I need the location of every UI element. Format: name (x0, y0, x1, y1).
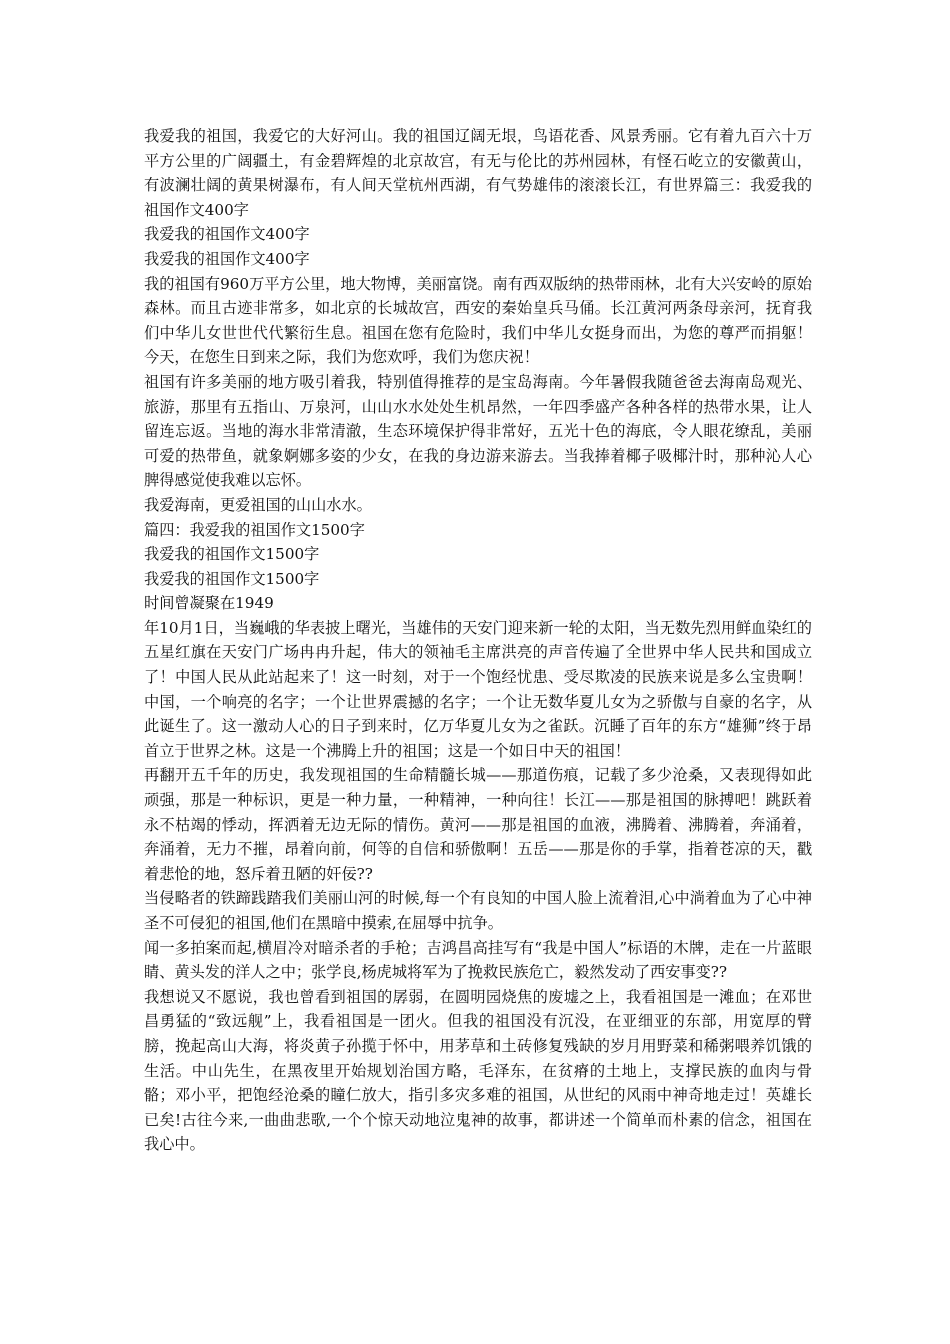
document-body (144, 124, 812, 1157)
paragraph: 我爱我的祖国作文400字 (144, 249, 310, 268)
section-heading: 篇四：我爱我的祖国作文1500字 (144, 520, 365, 539)
paragraph: 再翻开五千年的历史，我发现祖国的生命精髓长城——那道伤痕，记载了多少沧桑，又表现得如此顽强，那是一种标识，更是一种力量，一种精神，一种向往！长江——那是祖国的脉搏吧！跳跃着永不枯竭的悸动，挥洒着无边无际的情伤。黄河——那是祖国的血液，沸腾着、沸腾着，奔涌着，奔涌着，无力不摧，昂着向前，何等的自信和骄傲啊！五岳——那是你的手掌，指着苍凉的天，戳着悲怆的地，怒斥着丑陋的奸佞?? (144, 766, 812, 883)
paragraph: 我的祖国有960万平方公里，地大物博，美丽富饶。南有西双版纳的热带雨林，北有大兴安岭的原始森林。而且古迹非常多，如北京的长城故宫，西安的秦始皇兵马俑。长江黄河两条母亲河，抚育我们中华儿女世世代代繁衍生息。祖国在您有危险时，我们中华儿女挺身而出，为您的尊严而捐躯！今天，在您生日到来之际，我们为您欢呼，我们为您庆祝！ (144, 274, 812, 367)
paragraph: 闻一多拍案而起,横眉冷对暗杀者的手枪；吉鸿昌高挂写有“我是中国人”标语的木牌，走在一片蓝眼睛、黄头发的洋人之中；张学良,杨虎城将军为了挽救民族危亡，毅然发动了西安事变?? (144, 938, 812, 982)
paragraph: 当侵略者的铁蹄践踏我们美丽山河的时候,每一个有良知的中国人脸上流着泪,心中淌着血为了心中神圣不可侵犯的祖国,他们在黑暗中摸索,在屈辱中抗争。 (144, 889, 812, 932)
paragraph: 年10月1日，当巍峨的华表披上曙光，当雄伟的天安门迎来新一轮的太阳，当无数先烈用鲜血染红的五星红旗在天安门广场冉冉升起，伟大的领袖毛主席洪亮的声音传遍了全世界中华人民共和国成立了！中国人民从此站起来了！这一时刻，对于一个饱经忧患、受尽欺凌的民族来说是多么宝贵啊！中国，一个响亮的名字；一个让世界震撼的名字；一个让无数华夏儿女为之骄傲与自豪的名字，从此诞生了。这一激动人心的日子到来时，亿万华夏儿女为之雀跃。沉睡了百年的东方“雄狮”终于昂首立于世界之林。这是一个沸腾上升的祖国；这是一个如日中天的祖国！ (144, 618, 812, 760)
paragraph: 我爱我的祖国，我爱它的大好河山。我的祖国辽阔无垠，鸟语花香、风景秀丽。它有着九百六十万平方公里的广阔疆土，有金碧辉煌的北京故宫，有无与伦比的苏州园林，有怪石屹立的安徽黄山，有波澜壮阔的黄果树瀑布，有人间天堂杭州西湖，有气势雄伟的滚滚长江，有世界篇三：我爱我的祖国作文400字 (144, 127, 812, 219)
paragraph: 我想说又不愿说，我也曾看到祖国的孱弱，在圆明园烧焦的废墟之上，我看祖国是一滩血；在邓世昌勇猛的“致远舰”上，我看祖国是一团火。但我的祖国没有沉没，在亚细亚的东部，用宽厚的臂膀，挽起高山大海，将炎黄子孙揽于怀中，用茅草和土砖修复残缺的岁月用野菜和稀粥喂养饥饿的生活。中山先生，在黑夜里开始规划治国方略，毛泽东，在贫瘠的土地上，支撑民族的血肉与骨骼；邓小平，把饱经沧桑的瞳仁放大，指引多灾多难的祖国，从世纪的风雨中神奇地走过！英雄长已矣!古往今来,一曲曲悲歌,一个个惊天动地泣鬼神的故事，都讲述一个简单而朴素的信念，祖国在我心中。 (144, 987, 812, 1154)
paragraph: 祖国有许多美丽的地方吸引着我，特别值得推荐的是宝岛海南。今年暑假我随爸爸去海南岛观光、旅游，那里有五指山、万泉河，山山水水处处生机昂然，一年四季盛产各种各样的热带水果，让人留连忘返。当地的海水非常清澈，生态环境保护得非常好，五光十色的海底，令人眼花缭乱，美丽可爱的热带鱼，就象婀娜多姿的少女，在我的身边游来游去。当我捧着椰子吸椰汁时，那种沁人心脾得感觉使我难以忘怀。 (144, 372, 812, 490)
paragraph: 我爱海南，更爱祖国的山山水水。 (144, 495, 372, 514)
paragraph: 我爱我的祖国作文1500字 (144, 569, 320, 588)
paragraph: 我爱我的祖国作文1500字 (144, 545, 320, 564)
paragraph: 我爱我的祖国作文400字 (144, 225, 310, 244)
paragraph: 时间曾凝聚在1949 (144, 594, 274, 613)
